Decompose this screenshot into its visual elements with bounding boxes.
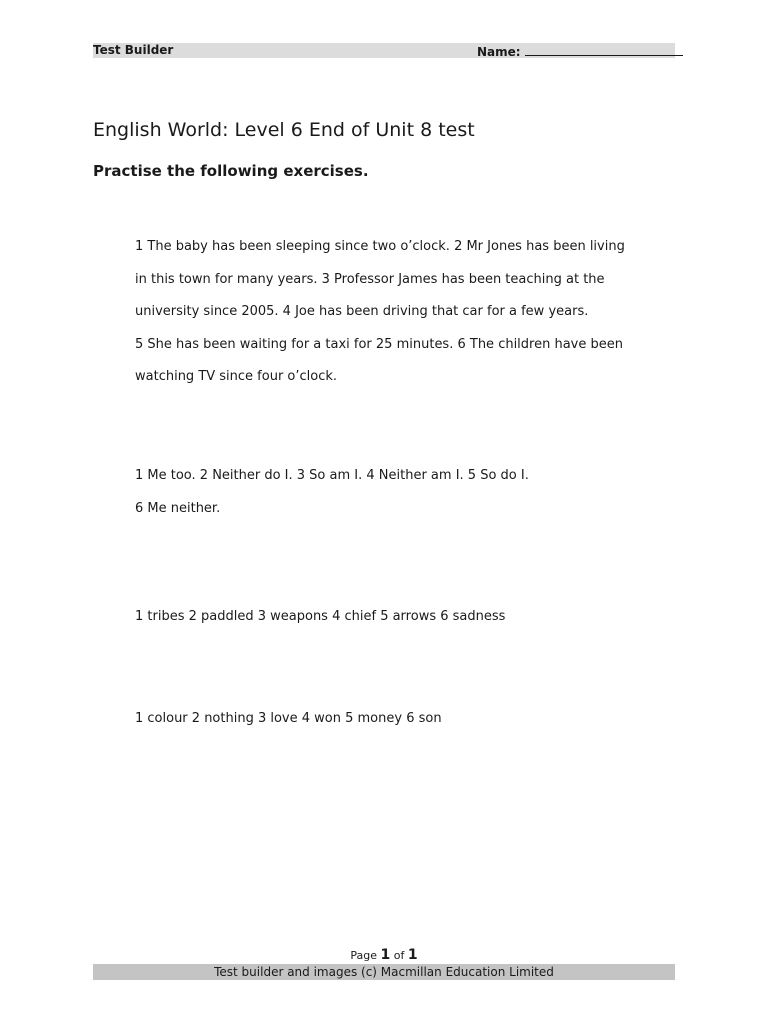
answer-line: 5 She has been waiting for a taxi for 25 minutes. 6 The children have been — [135, 336, 623, 352]
answer-line: in this town for many years. 3 Professor James has been teaching at the — [135, 271, 605, 287]
exercise-answers-4 — [135, 703, 655, 736]
page-of-label: of — [393, 949, 405, 962]
exercise-answers-3 — [135, 601, 655, 634]
footer-copyright: Test builder and images (c) Macmillan Education Limited — [214, 965, 554, 979]
name-label: Name: — [477, 45, 521, 59]
answer-line: 6 Me neither. — [135, 500, 221, 516]
current-page: 1 — [380, 947, 391, 963]
answer-line: 1 The baby has been sleeping since two o’clock. 2 Mr Jones has been living — [135, 239, 625, 254]
page-header — [93, 43, 675, 58]
instructions: Practise the following exercises. — [93, 162, 369, 180]
page-prefix: Page — [350, 949, 378, 962]
total-pages: 1 — [407, 947, 418, 963]
answer-line: 1 colour 2 nothing 3 love 4 won 5 money 6 son — [135, 711, 442, 726]
answer-line: 1 tribes 2 paddled 3 weapons 4 chief 5 arrows 6 sadness — [135, 609, 506, 624]
answer-line: watching TV since four o’clock. — [135, 369, 338, 384]
exercise-answers-1 — [135, 231, 655, 394]
exercise-answers-2 — [135, 460, 655, 525]
header-app-label: Test Builder — [93, 43, 174, 57]
answer-line: university since 2005. 4 Joe has been driving that car for a few years. — [135, 304, 589, 319]
answer-line: 1 Me too. 2 Neither do I. 3 So am I. 4 Neither am I. 5 So do I. — [135, 468, 529, 483]
name-blank-line — [525, 43, 683, 56]
page-footer — [93, 964, 675, 980]
name-field — [477, 43, 683, 60]
page-title: English World: Level 6 End of Unit 8 test — [93, 119, 475, 141]
page-number — [0, 946, 768, 965]
